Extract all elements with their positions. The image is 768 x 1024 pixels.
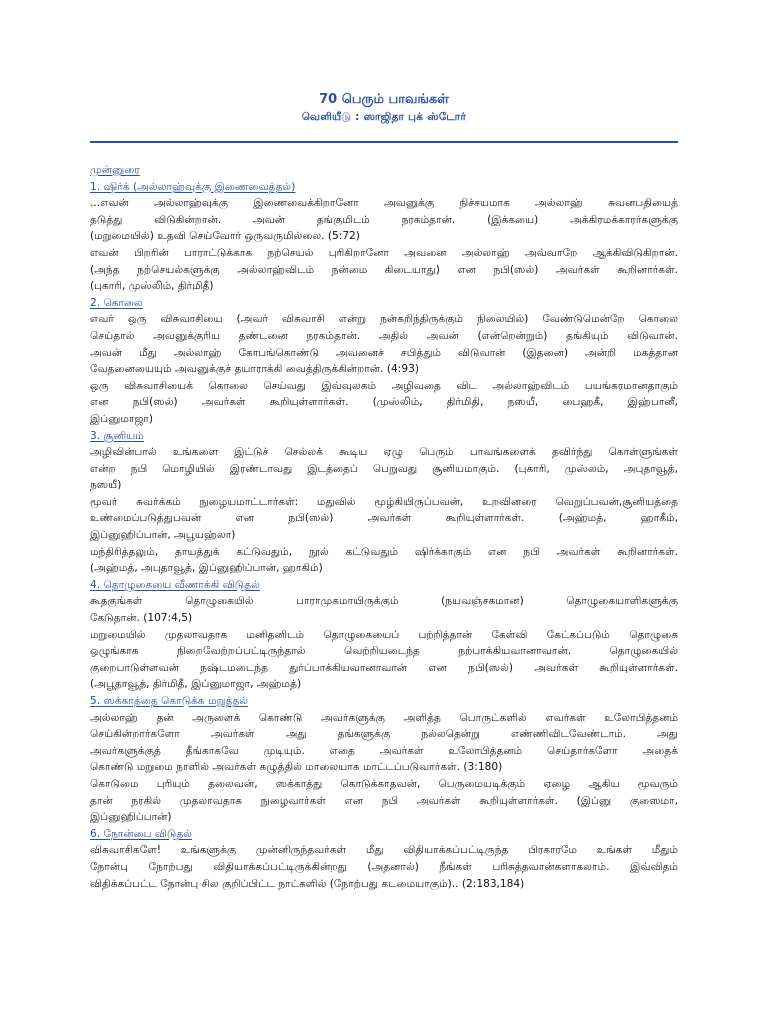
section-heading: 6. நோன்பை விடுதல்: [90, 827, 193, 840]
body-line: குறைபாடுள்ளவன் நஷ்டமடைந்த துர்ப்பாக்கியவானாவான் என நபி(ஸல்) அவர்கள் கூறியுள்ளார்கள்.: [90, 661, 678, 674]
body-line: அல்லாஹ் தன் அருளைக் கொண்டு அவர்களுக்கு அளித்த பொருட்களில் எவர்கள் உலோபித்தனம்: [90, 711, 678, 724]
body-line: செய்தால் அவனுக்குரிய தண்டனை நரகம்தான். அதில் அவன் (என்றென்றும்) தங்கியும் விடுவான்.: [90, 329, 678, 342]
body-line: இப்னுஹிப்பான், அபூயஹ்லா): [90, 529, 236, 542]
body-line: மறுமையில் முதலாவதாக மனிதனிடம் தொழுகையைப் பற்றித்தான் கேள்வி கேட்கப்படும் தொழுகை: [90, 628, 678, 641]
body-line: அவர்களுக்குத் தீங்காகவே முடியும். எதை அவர்கள் உலோபித்தனம் செய்தார்களோ அதைக்: [90, 744, 678, 757]
body-line: (புகாரி, முஸ்லிம், திர்மிதீ): [90, 280, 214, 293]
body-line: (அந்த நற்செயல்களுக்கு அல்லாஹ்விடம் நன்மை கிடையாது) என நபி(ஸல்) அவர்கள் கூறினார்கள்.: [90, 263, 678, 276]
body-line: எவன் பிறரின் பாராட்டுக்காக நற்செயல் புரிகிறானோ அவனை அல்லாஹ் அவ்வாறே ஆக்கிவிடுகிறான்.: [90, 246, 678, 259]
body-line: கூதகுங்கள் தொழுகையில் பாராமுகமாயிருக்கும் (நயவஞ்சகமான) தொழுகையாளிகளுக்கு: [90, 595, 678, 608]
body-line: அவன் மீது அல்லாஹ் கோபங்கொண்டு அவனைச் சபித்தும் விடுவான் (இதனை) அன்றி மகத்தான: [90, 346, 678, 359]
body-line: விதிக்கப்பட்ட நோன்பு சில குறிப்பிட்ட நாட்களில் (நோற்பது கடமையாகும்).. (2:183,184): [90, 877, 525, 890]
body-line: என நபி(ஸல்) அவர்கள் கூறியுள்ளார்கள். (முஸ்லிம், திர்மிதி, நஸயீ, பைஹகீ, இஹ்பானீ,: [90, 396, 678, 409]
section-heading: 3. சூனியம்: [90, 429, 144, 442]
body-line: (அபூதாவூத், திர்மிதீ, இப்னுமாஜா, அஹ்மத்): [90, 678, 302, 691]
body-line: அழிவின்பால் உங்களை இட்டுச் செல்லக் கூடிய ஏழு பெரும் பாவங்களைக் தவிர்ந்து கொள்ளுங்கள்: [90, 446, 678, 459]
publisher-line: வெளியீடு : ஸாஜிதா புக் ஸ்டோர்: [301, 111, 467, 123]
body-line: மூவர் சுவர்க்கம் நுழையமாட்டார்கள்: மதுவில் மூழ்கியிருப்பவன், உறவினரை வெறுப்பவன்,சூனியத்தை: [90, 495, 678, 508]
body-line: உண்மைப்படுத்துபவன் என நபி(ஸல்) அவர்கள் கூறியுள்ளார்கள். (அஹ்மத், ஹாகீம்,: [90, 512, 678, 525]
body-line: செய்கின்றார்களோ அவர்கள் அது தங்களுக்கு நல்லதென்று எண்ணிவிடவேண்டாம். அது: [90, 728, 678, 741]
header-divider: [90, 141, 678, 143]
section-heading: 1. ஷிர்க் (அல்லாஹ்வுக்கு இணைவைத்தல்): [90, 180, 296, 193]
body-line: நஸயீ): [90, 479, 122, 492]
body-line: கொண்டு மறுமை நாளில் அவர்கள் கழுத்தில் மாலையாக மாட்டப்படுவார்கள். (3:180): [90, 761, 503, 774]
intro-heading: முன்னுரை: [90, 164, 140, 176]
body-line: ...எவன் அல்லாஹ்வுக்கு இணைவைக்கிறானோ அவனுக்கு நிச்சயமாக அல்லாஹ் சுவனபதியைத்: [90, 197, 678, 210]
body-line: தான் நரகில் முதலாவதாக நுழைவார்கள் என நபி அவர்கள் கூறியுள்ளார்கள். (இப்னு குஸைமா,: [90, 794, 678, 807]
body-line: வேதனையையும் அவனுக்குச் தயாராக்கி வைத்திருக்கின்றான். (4:93): [90, 363, 419, 376]
body-line: என்ற நபி மொழியில் இரண்டாவது இடத்தைப் பெறுவது சூனியமாகும். (புகாரி, முஸ்லம், அபுதாவூத்,: [90, 462, 678, 475]
document-title: 70 பெரும் பாவங்கள்: [319, 92, 449, 107]
section-heading: 5. ஸக்காத்தை கொடுக்க மறுத்தல்: [90, 695, 249, 707]
document-body: [90, 162, 678, 892]
body-line: இப்னுஹிப்பான்): [90, 811, 172, 824]
section-heading: 2. கொலை: [90, 296, 143, 309]
section-heading: 4. தொழுகையை வீணாக்கி விடுதல்: [90, 578, 260, 591]
body-line: கொடுமை புரியும் தலைவன், ஸக்காத்து கொடுக்காதவன், பெருமையடிக்கும் ஏழை ஆகிய மூவரும்: [90, 777, 678, 790]
body-line: விசுவாசிகளே! உங்களுக்கு முன்னிருந்தவர்கள் மீது விதியாக்கப்பட்டிருந்த பிரகாரமே உங்கள் மீதும்: [90, 844, 678, 857]
body-line: மந்திரித்தலும், தாயத்துக் கட்டுவதும், நூல் கட்டுவதும் ஷிர்க்காகும் என நபி அவர்கள் கூறினார்கள்.: [90, 545, 678, 558]
body-line: (அஹ்மத், அபுதாவூத், இப்னுஹிப்பான், ஹாகிம்): [90, 562, 323, 575]
body-line: நோன்பு நோற்பது விதியாக்கப்பட்டிருக்கின்றது (அதனால்) நீங்கள் பரிசுத்தவான்களாகலாம். இவ்விதம்: [90, 860, 678, 873]
body-line: கேடுதான். (107:4,5): [90, 612, 193, 625]
body-line: எவர் ஒரு விசுவாசியை (அவர் விசுவாசி என்று நன்கறிந்திருக்கும் நிலையில்) வேண்டுமென்றே கொலை: [90, 313, 678, 326]
body-line: தடுத்து விடுகின்றான். அவன் தங்குமிடம் நரகம்தான். (இக்கயை) அக்கிரமக்காரர்களுக்கு: [90, 213, 678, 226]
body-line: ஒரு விசுவாசியைக் கொலை செய்வது இவ்வுலகம் அழிவதை விட அல்லாஹ்விடம் பயங்கரமானதாகும்: [90, 379, 678, 392]
body-line: இப்னுமாஜா): [90, 412, 154, 425]
body-line: ஒழுங்காக நிறைவேற்றப்பட்டிருந்தால் வெற்றியடைந்த நற்பாக்கியவானாவான். தொழுகையில்: [90, 645, 678, 658]
body-line: (மறுமையில்) உதவி செய்வோர் ஒருவருமில்லை. (5:72): [90, 230, 360, 243]
